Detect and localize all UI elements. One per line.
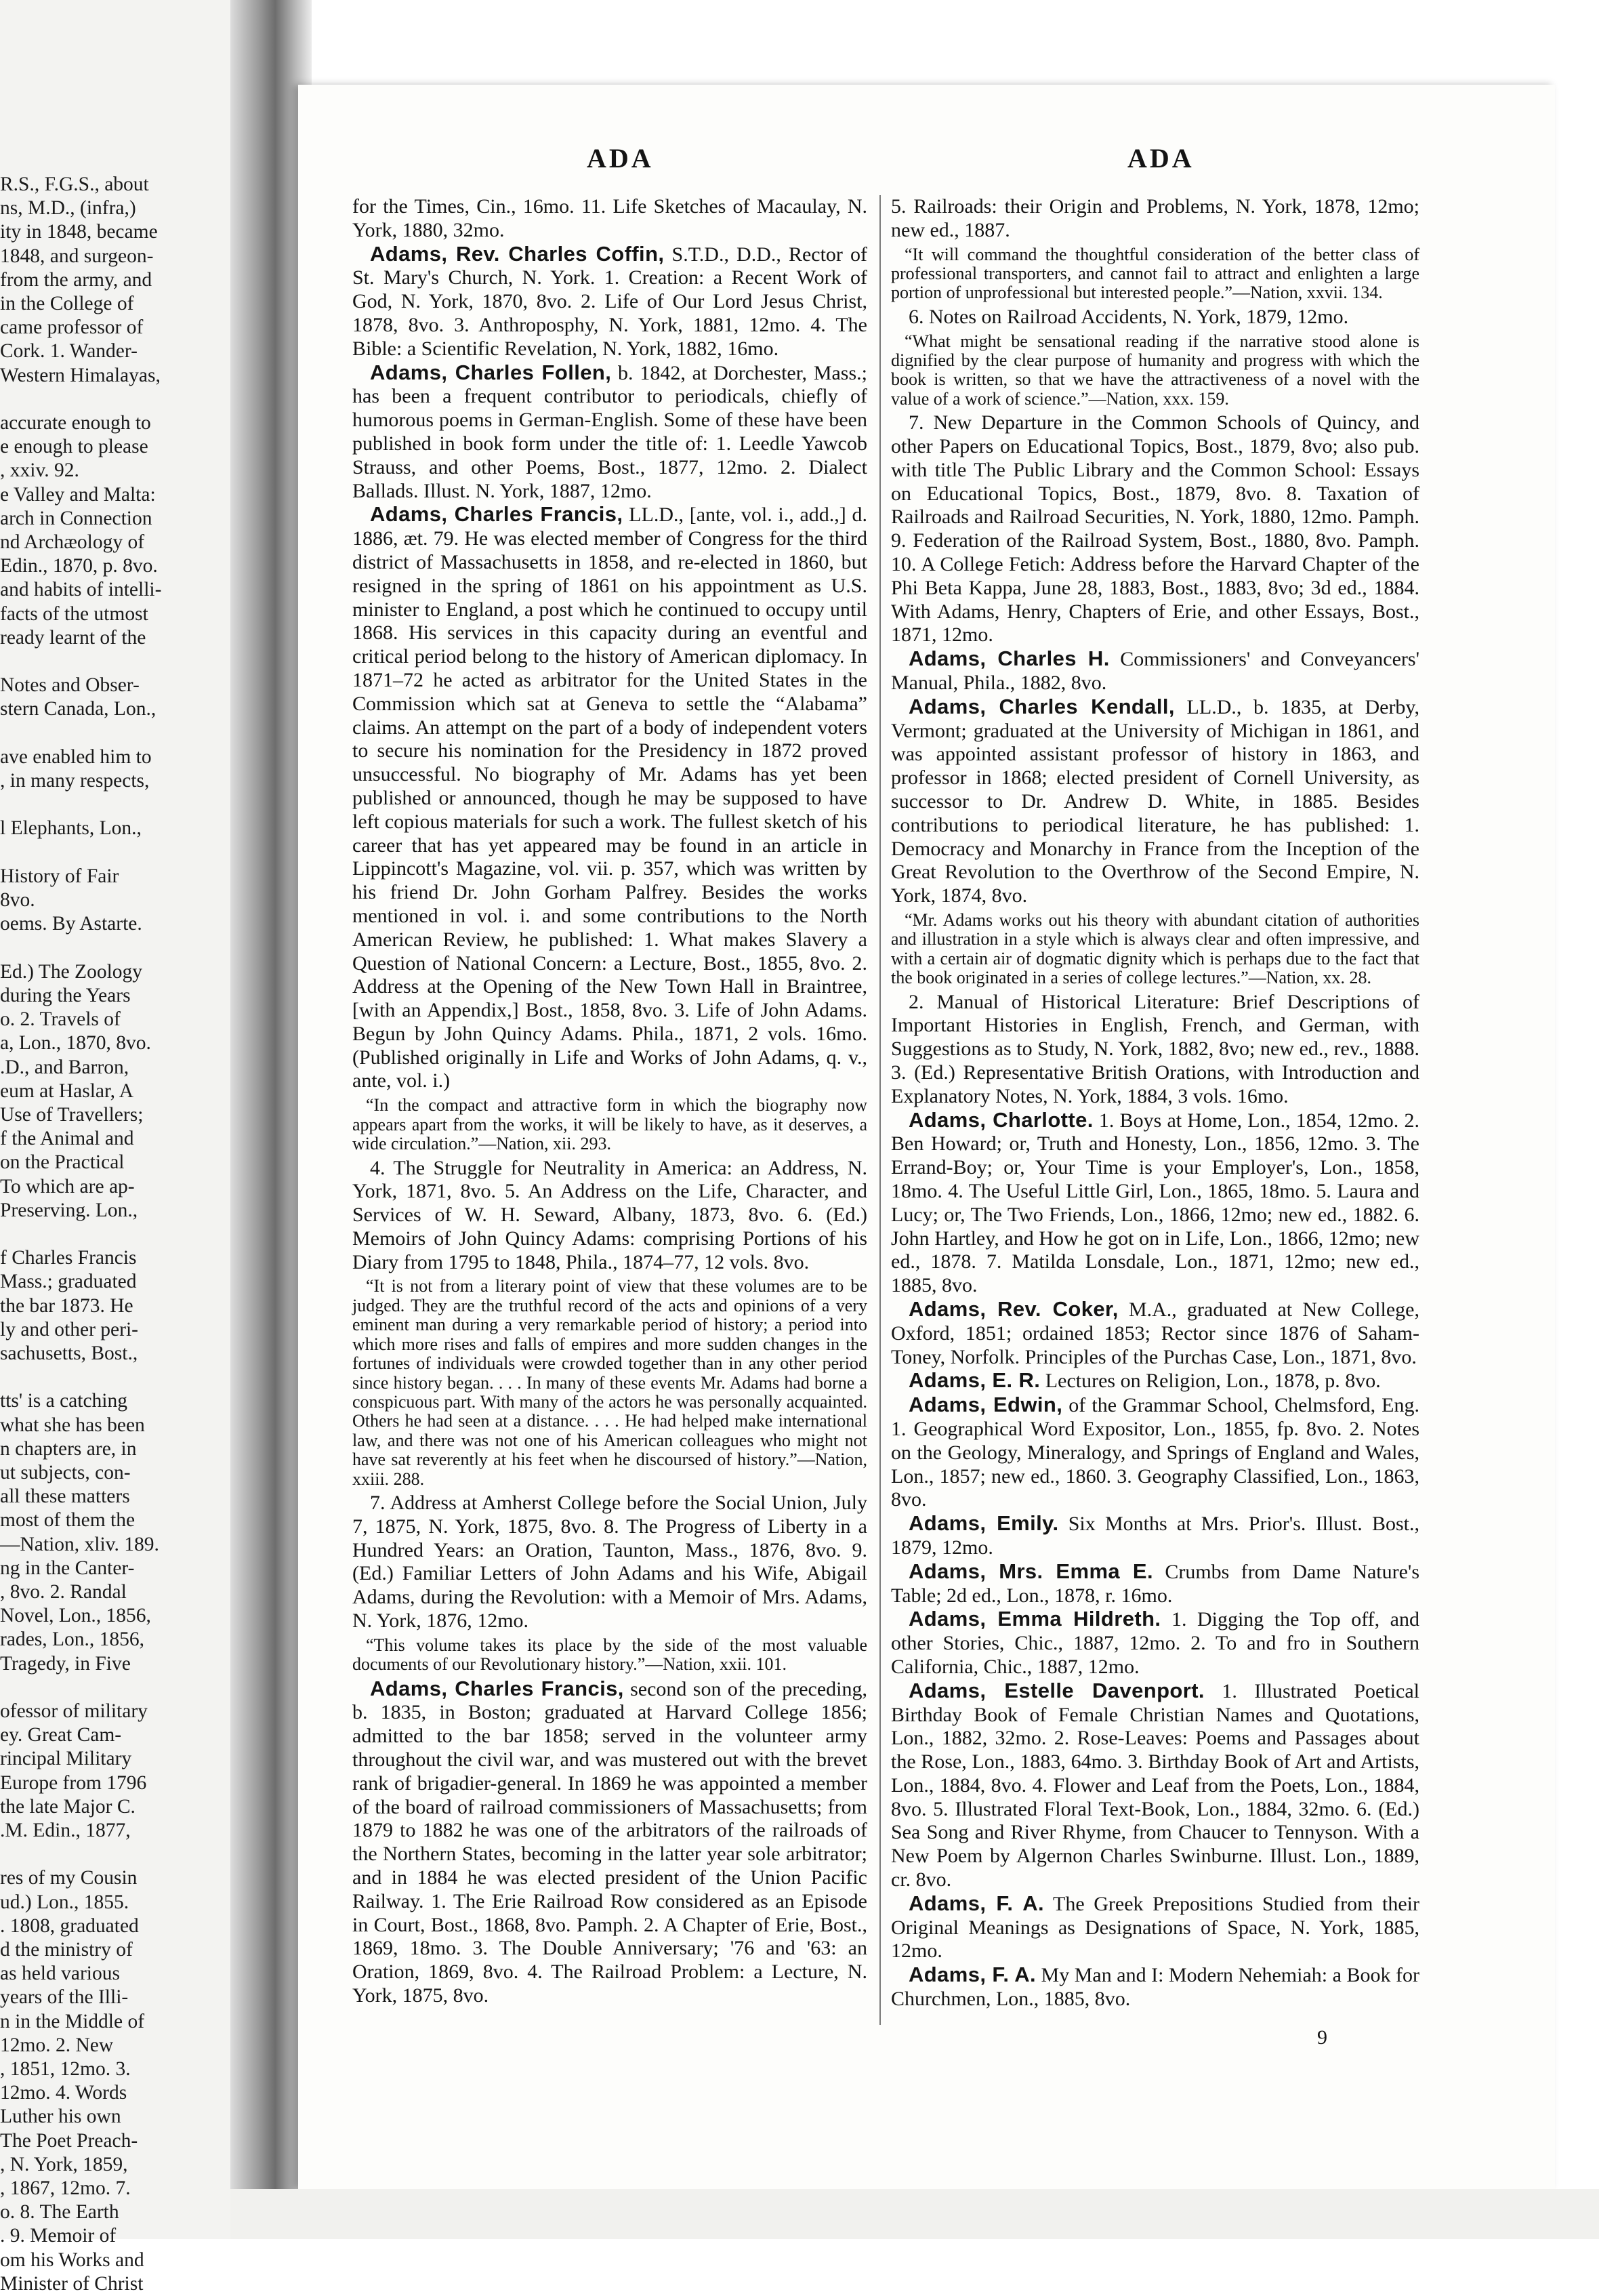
fragment-line xyxy=(0,388,211,411)
fragment-line: n chapters are, in xyxy=(0,1437,137,1460)
entry-text: S.T.D., D.D., Rector of St. Mary's Church, N. York. 1. Creation: a Recent Work of God, N. York, 1870, 8vo. 2. Life of Our Lord Jesus Christ, 1878, 8vo. 3. Anthroposphy, N. York, 1881, 12mo. 4. The Bible: a Scientific Revelation, N. York, 1882, 16mo. xyxy=(352,243,868,360)
fragment-line: stern Canada, Lon., xyxy=(0,698,157,720)
fragment-line: ave enabled him to xyxy=(0,745,152,768)
fragment-line: Use of Travellers; xyxy=(0,1103,144,1126)
entry-name: Adams, Charles Kendall, xyxy=(909,694,1175,718)
entry xyxy=(891,1963,1419,2011)
fragment-line: rades, Lon., 1856, xyxy=(0,1628,145,1651)
fragment-line xyxy=(0,937,211,960)
fragment-line: a, Lon., 1870, 8vo. xyxy=(0,1032,151,1054)
entry-name: Adams, Charles Follen, xyxy=(370,360,612,384)
fragment-line xyxy=(0,1676,211,1700)
fragment-line xyxy=(0,841,211,865)
entry-text: 7. Address at Amherst College before the Social Union, July 7, 1875, N. York, 1875, 8vo. 8. The Progress of Liberty in a Hundred Years: an Oration, Taunton, Mass., 1876, 8vo. 9. (Ed.) Familiar Letters of John Adams and his Wife, Abigail Adams, during the Revolution: with a Memoir of Mrs. Adams, N. York, 1876, 12mo. xyxy=(352,1491,867,1632)
continued-paragraph xyxy=(891,195,1419,243)
fragment-line: during the Years xyxy=(0,984,131,1006)
entry-name: Adams, Edwin, xyxy=(909,1393,1063,1417)
entry-text: “Mr. Adams works out his theory with abundant citation of authorities and illustration in a style which is always clear and often impressive, and with a certain air of dogmatic dignity which is perhaps due to the fact that the book originated in a series of college lectures.”—Nation, xx. 28. xyxy=(891,909,1419,988)
fragment-line: the bar 1873. He xyxy=(0,1294,133,1317)
column-left xyxy=(352,195,867,2008)
entry-text: “This volume takes its place by the side of the most valuable documents of our Revolutionary history.”—Nation, xxii. 101. xyxy=(352,1635,867,1675)
entry xyxy=(891,1679,1419,1892)
fragment-line: —Nation, xliv. 189. xyxy=(0,1533,159,1555)
fragment-line: .M. Edin., 1877, xyxy=(0,1820,131,1842)
entry-text: “It will command the thoughtful consideration of the better class of professional transporters, and cannot fail to attract and enlighten a large portion of unprofessional but interested people.”—Nation, xxvii. 134. xyxy=(891,244,1419,303)
review-quote xyxy=(352,1277,867,1488)
fragment-line: ly and other peri- xyxy=(0,1318,138,1340)
fragment-line: 1848, and surgeon- xyxy=(0,245,154,267)
entry-text: 7. New Departure in the Common Schools of Quincy, and other Papers on Educational Topics, Bost., 1879, 8vo; also pub. with title The Public Library and the Common School: Essays on Educational Topics, Bost., 1879, 8vo. 8. Taxation of Railroads and Railroad Securities, N. York, 1880, 12mo. Pamph. 9. Federation of the Railroad System, Bost., 1880, 8vo. Pamph. 10. A College Fetich: Address before the Harvard Chapter of the Phi Beta Kappa, June 28, 1883, Bost., 1883, 8vo; 3d ed., 1884. With Adams, Henry, Chapters of Erie, and other Essays, Bost., 1871, 12mo. xyxy=(891,411,1419,647)
fragment-line: as held various xyxy=(0,1963,120,1985)
fragment-line: , xxiv. 92. xyxy=(0,459,79,482)
entry xyxy=(891,1369,1419,1393)
entry-name: Adams, E. R. xyxy=(909,1368,1041,1393)
fragment-line: Mass.; graduated xyxy=(0,1271,137,1293)
fragment-line: , in many respects, xyxy=(0,770,150,792)
fragment-line: Minister of Christ xyxy=(0,2272,144,2295)
entry-text: My Man and I: Modern Nehemiah: a Book for Churchmen, Lon., 1885, 8vo. xyxy=(891,1964,1419,2011)
fragment-line: History of Fair xyxy=(0,865,119,887)
entry-text: LL.D., [ante, vol. i., add.,] d. 1886, æt. 79. He was elected member of Congress for the third district of Massachusetts in 1858, and re-elected in 1860, but resigned in the spring of 1861 on his appointment as U.S. minister to England, a post which he continued to occupy until 1868. His services in this capacity during an eventful and critical period belong to the history of American diplomacy. In 1871–72 he acted as arbitrator for the United States in the Commission which sat at Geneva to settle the “Alabama” claims. An attempt on the part of a body of independent voters to secure his nomination for the Presidency in 1872 proved unsuccessful. No biography of Mr. Adams has yet been published or announced, though he may be supposed to have left copious materials for such a work. The fullest sketch of his career that has yet appeared may be found in an article in Lippincott's Magazine, vol. vii. p. 357, which was written by his friend Dr. John Gorham Palfrey. Besides the works mentioned in vol. i. and some contributions to the North American Review, he published: 1. What makes Slavery a Question of National Concern: a Lecture, Bost., 1855, 8vo. 2. Address at the Opening of the New Town Hall in Braintree, [with an Appendix,] Bost., 1858, 8vo. 3. Life of John Adams. Begun by John Quincy Adams. Phila., 1871, 2 vols. 16mo. (Published originally in Life and Works of John Adams, q. v., ante, vol. i.) xyxy=(352,504,868,1092)
fragment-line xyxy=(0,1223,211,1246)
fragment-line: n in the Middle of xyxy=(0,2010,145,2032)
entry-text: Commissioners' and Conveyancers' Manual, Phila., 1882, 8vo. xyxy=(891,648,1420,694)
fragment-line: ud.) Lon., 1855. xyxy=(0,1891,129,1913)
paragraph xyxy=(891,991,1419,1109)
fragment-line: res of my Cousin xyxy=(0,1867,138,1889)
entry-text: 4. The Struggle for Neutrality in America: an Address, N. York, 1871, 8vo. 5. An Address on the Life, Character, and Services of W. H. Seward, Albany, 1873, 8vo. 6. (Ed.) Memoirs of John Quincy Adams: comprising Portions of his Diary from 1795 to 1848, Phila., 1874–77, 12 vols. 8vo. xyxy=(352,1156,867,1273)
fragment-line: e Valley and Malta: xyxy=(0,483,156,506)
fragment-line: e enough to please xyxy=(0,436,148,458)
paragraph xyxy=(891,411,1419,647)
fragment-line: 12mo. 4. Words xyxy=(0,2082,127,2104)
fragment-line: Preserving. Lon., xyxy=(0,1199,138,1221)
running-head-left: ADA xyxy=(587,143,654,173)
fragment-line: ofessor of military xyxy=(0,1700,148,1722)
fragment-line: 12mo. 2. New xyxy=(0,2034,114,2056)
fragment-line: what she has been xyxy=(0,1414,145,1436)
fragment-line: Western Himalayas, xyxy=(0,364,161,386)
fragment-line: ns, M.D., (infra,) xyxy=(0,197,136,220)
entry-text: M.A., graduated at New College, Oxford, 1851; ordained 1853; Rector since 1876 of Saham-Toney, Norfolk. Principles of the Purchas Case, Lon., 1871, 8vo. xyxy=(891,1298,1419,1368)
entry-text: Crumbs from Dame Nature's Table; 2d ed., Lon., 1878, r. 16mo. xyxy=(891,1560,1419,1607)
fragment-line: most of them the xyxy=(0,1509,136,1532)
fragment-line: .D., and Barron, xyxy=(0,1056,129,1078)
fragment-line: arch in Connection xyxy=(0,507,152,529)
fragment-line: . 9. Memoir of xyxy=(0,2225,117,2247)
fragment-line: in the College of xyxy=(0,293,134,315)
review-quote xyxy=(352,1636,867,1675)
fragment-line: on the Practical xyxy=(0,1151,125,1174)
entry-name: Adams, Rev. Coker, xyxy=(909,1296,1119,1321)
fragment-line: Novel, Lon., 1856, xyxy=(0,1605,151,1627)
entry-text: 6. Notes on Railroad Accidents, N. York, 1879, 12mo. xyxy=(909,305,1349,328)
fragment-line: l Elephants, Lon., xyxy=(0,817,142,840)
fragment-line: o. 8. The Earth xyxy=(0,2201,119,2223)
fragment-line: Notes and Obser- xyxy=(0,674,140,697)
review-quote xyxy=(891,911,1419,988)
fragment-line: came professor of xyxy=(0,316,144,339)
fragment-line: , N. York, 1859, xyxy=(0,2153,128,2175)
fragment-line: . 1808, graduated xyxy=(0,1914,139,1937)
entry-text: for the Times, Cin., 16mo. 11. Life Sketches of Macaulay, N. York, 1880, 32mo. xyxy=(352,195,867,241)
paragraph xyxy=(352,1492,867,1633)
fragment-line: years of the Illi- xyxy=(0,1986,129,2009)
entry xyxy=(891,1298,1419,1369)
fragment-line: , 1867, 12mo. 7. xyxy=(0,2177,131,2200)
fragment-line xyxy=(0,1366,211,1389)
entry-text: 5. Railroads: their Origin and Problems, N. York, 1878, 12mo; new ed., 1887. xyxy=(891,195,1419,241)
entry-name: Adams, Charlotte. xyxy=(909,1107,1094,1132)
fragment-line: sachusetts, Bost., xyxy=(0,1342,138,1364)
fragment-line: oems. By Astarte. xyxy=(0,913,142,935)
entry xyxy=(352,361,867,504)
fragment-line: , 1851, 12mo. 3. xyxy=(0,2058,131,2080)
column-rule xyxy=(879,195,881,2025)
entry-name: Adams, Charles Francis, xyxy=(370,502,623,527)
column-right xyxy=(891,195,1419,2011)
fragment-line: the late Major C. xyxy=(0,1795,136,1818)
entry-text: Six Months at Mrs. Prior's. Illust. Bost., 1879, 12mo. xyxy=(891,1513,1419,1559)
entry-name: Adams, Charles Francis, xyxy=(370,1676,624,1700)
fragment-line: Cork. 1. Wander- xyxy=(0,340,138,363)
fragment-line: , 8vo. 2. Randal xyxy=(0,1580,127,1603)
entry-text: 1. Digging the Top off, and other Stories, Chic., 1887, 12mo. 2. To and fro in Southern California, Chic., 1887, 12mo. xyxy=(891,1608,1419,1678)
review-quote xyxy=(352,1096,867,1153)
fragment-line: ut subjects, con- xyxy=(0,1461,131,1483)
continued-paragraph xyxy=(352,195,867,243)
entry xyxy=(891,647,1419,695)
entry-text: “What might be sensational reading if the narrative stood alone is dignified by the clear purpose of humanity and progress with which the book is written, so that we have the attractiveness of a novel with the value of a work of science.”—Nation, xxx. 159. xyxy=(891,331,1419,409)
fragment-line: tts' is a catching xyxy=(0,1390,128,1412)
fragment-line: f the Animal and xyxy=(0,1128,134,1150)
fragment-line: ng in the Canter- xyxy=(0,1557,135,1579)
fragment-line: om his Works and xyxy=(0,2249,144,2271)
fragment-line: rincipal Military xyxy=(0,1748,132,1770)
entry-name: Adams, F. A. xyxy=(909,1963,1037,1987)
fragment-line: eum at Haslar, A xyxy=(0,1080,134,1102)
fragment-line: all these matters xyxy=(0,1485,130,1508)
fragment-line xyxy=(0,650,211,674)
entry-name: Adams, F. A. xyxy=(909,1891,1045,1915)
fragment-line: Luther his own xyxy=(0,2106,121,2128)
fragment-line xyxy=(0,793,211,817)
entry xyxy=(891,1892,1419,1963)
fragment-line: R.S., F.G.S., about xyxy=(0,173,149,195)
entry-text: b. 1842, at Dorchester, Mass.; has been a frequent contributor to periodicals, chiefly of humorous poems in German-English. Some of these have been published in book form under the title of: 1. Leedle Yawcob Strauss, and other Poems, Bost., 1877, 12mo. 2. Dialect Ballads. Illust. N. York, 1887, 12mo. xyxy=(352,361,867,502)
page-number: 9 xyxy=(1317,2026,1327,2049)
fragment-line: accurate enough to xyxy=(0,412,151,434)
fragment-line: o. 2. Travels of xyxy=(0,1008,121,1031)
fragment-line xyxy=(0,1843,211,1866)
fragment-line: Tragedy, in Five xyxy=(0,1652,131,1675)
review-quote xyxy=(891,245,1419,303)
paragraph xyxy=(891,306,1419,329)
running-head-right: ADA xyxy=(1127,143,1195,173)
fragment-line: nd Archæology of xyxy=(0,531,145,554)
entry xyxy=(352,1677,867,2008)
fragment-line: d the ministry of xyxy=(0,1939,133,1961)
fragment-line: ity in 1848, became xyxy=(0,221,158,243)
entry xyxy=(352,243,867,361)
entry-name: Adams, Emily. xyxy=(909,1511,1059,1536)
fragment-line: ready learnt of the xyxy=(0,626,146,649)
entry xyxy=(891,1512,1419,1560)
entry-name: Adams, Mrs. Emma E. xyxy=(909,1559,1153,1583)
entry-text: The Greek Prepositions Studied from their Original Meanings as Designations of Space, N. York, 1885, 12mo. xyxy=(891,1892,1419,1963)
entry-name: Adams, Emma Hildreth. xyxy=(909,1607,1161,1631)
fragment-line: and habits of intelli- xyxy=(0,579,162,601)
fragment-line: 8vo. xyxy=(0,889,35,911)
facing-page-text xyxy=(0,173,211,2296)
entry-text: “It is not from a literary point of view that these volumes are to be judged. They are the truthful record of the acts and opinions of a very eminent man during a very remarkable period of history; a period into which more rises and falls of empires and more sudden changes in the fortunes of individuals were crowded together than in any other period since history began. . . . In many of these events Mr. Adams had borne a conspicuous part. With many of the actors he was personally acquainted. Others he had seen at a distance. . . . He had helped make international law, and there was not one of his American colleagues who might not have sat reverently at his feet when he discoursed of history.”—Nation, xxiii. 288. xyxy=(352,1276,867,1489)
paragraph xyxy=(352,1157,867,1275)
fragment-line xyxy=(0,722,211,745)
entry xyxy=(891,695,1419,908)
fragment-line: Europe from 1796 xyxy=(0,1771,147,1794)
entry-name: Adams, Charles H. xyxy=(909,647,1110,671)
fragment-line: Edin., 1870, p. 8vo. xyxy=(0,555,158,577)
scan-margin xyxy=(230,2189,1599,2239)
entry xyxy=(352,503,867,1093)
entry xyxy=(891,1607,1419,1679)
entry-text: 2. Manual of Historical Literature: Brief Descriptions of Important Histories in English, French, and German, with Suggestions as to Study, N. York, 1882, 8vo; new ed., rev., 1888. 3. (Ed.) Representative British Orations, with Introduction and Explanatory Notes, N. York, 1884, 3 vols. 16mo. xyxy=(891,990,1419,1107)
entry xyxy=(891,1393,1419,1512)
fragment-line: ey. Great Cam- xyxy=(0,1724,122,1746)
fragment-line: Ed.) The Zoology xyxy=(0,960,143,983)
entry-text: LL.D., b. 1835, at Derby, Vermont; graduated at the University of Michigan in 1861, and was appointed assistant professor of history in 1863, and professor in 1868; elected president of Cornell University, as successor to Dr. Andrew D. White, in 1885. Besides contributions to periodical literature, he has published: 1. Democracy and Monarchy in France from the Inception of the Great Revolution to the Overthrow of the Second Empire, N. York, 1874, 8vo. xyxy=(891,695,1419,907)
entry-name: Adams, Estelle Davenport. xyxy=(909,1678,1205,1702)
entry-text: 1. Illustrated Poetical Birthday Book of Female Christian Names and Quotations, Lon., 1882, 32mo. 2. Rose-Leaves: Poems and Passages about the Rose, Lon., 1883, 64mo. 3. Birthday Book of Art and Artists, Lon., 1884, 8vo. 4. Flower and Leaf from the Poets, Lon., 1884, 8vo. 5. Illustrated Floral Text-Book, Lon., 1884, 32mo. 6. (Ed.) Sea Song and River Rhyme, from Chaucer to Tennyson. With a New Poem by Algernon Charles Swinburne. Illust. Lon., 1889, cr. 8vo. xyxy=(891,1679,1419,1891)
entry-text: of the Grammar School, Chelmsford, Eng. 1. Geographical Word Expositor, Lon., 1855, fp. 8vo. 2. Notes on the Geology, Mineralogy, and Springs of England and Wales, Lon., 1857; new ed., 1860. 3. Geography Classified, Lon., 1863, 8vo. xyxy=(891,1394,1419,1511)
fragment-line: from the army, and xyxy=(0,268,152,291)
fragment-line: To which are ap- xyxy=(0,1175,135,1197)
entry xyxy=(891,1109,1419,1298)
entry xyxy=(891,1560,1419,1608)
entry-text: “In the compact and attractive form in which the biography now appears apart from the works, it will be likely to have, as it deserves, a wide circulation.”—Nation, xii. 293. xyxy=(352,1095,867,1154)
fragment-line: facts of the utmost xyxy=(0,602,148,625)
review-quote xyxy=(891,332,1419,409)
entry-text: 1. Boys at Home, Lon., 1854, 12mo. 2. Ben Howard; or, Truth and Honesty, Lon., 1856, 12mo. 3. The Errand-Boy; or, Your Time is your Employer's, Lon., 1858, 18mo. 4. The Useful Little Girl, Lon., 1865, 18mo. 5. Laura and Lucy; or, The Two Friends, Lon., 1866, 12mo; new ed., 1882. 6. John Hartley, and How he got on in Life, Lon., 1866, 12mo; new ed., 1878. 7. Matilda Lonsdale, Lon., 1871, 12mo; new ed., 1885, 8vo. xyxy=(891,1109,1419,1297)
entry-text: second son of the preceding, b. 1835, in Boston; graduated at Harvard College 1856; admitted to the bar 1858; served in the volunteer army throughout the civil war, and was mustered out with the brevet rank of brigadier-general. In 1869 he was appointed a member of the board of railroad commissioners of Massachusetts; from 1879 to 1882 he was one of the arbitrators of the railroads of the Northern States, becoming in the latter year sole arbitrator; and in 1884 he was elected president of the Union Pacific Railway. 1. The Erie Railroad Row considered as an Episode in Court, Bost., 1868, 8vo. Pamph. 2. A Chapter of Erie, Bost., 1869, 18mo. 3. The Double Anniversary; '76 and '63: an Oration, 1869, 8vo. 4. The Railroad Problem: a Lecture, N. York, 1875, 8vo. xyxy=(352,1677,867,2007)
fragment-line: The Poet Preach- xyxy=(0,2129,138,2152)
entry-text: Lectures on Religion, Lon., 1878, p. 8vo. xyxy=(1040,1370,1381,1393)
fragment-line: f Charles Francis xyxy=(0,1247,137,1269)
entry-name: Adams, Rev. Charles Coffin, xyxy=(370,241,665,266)
